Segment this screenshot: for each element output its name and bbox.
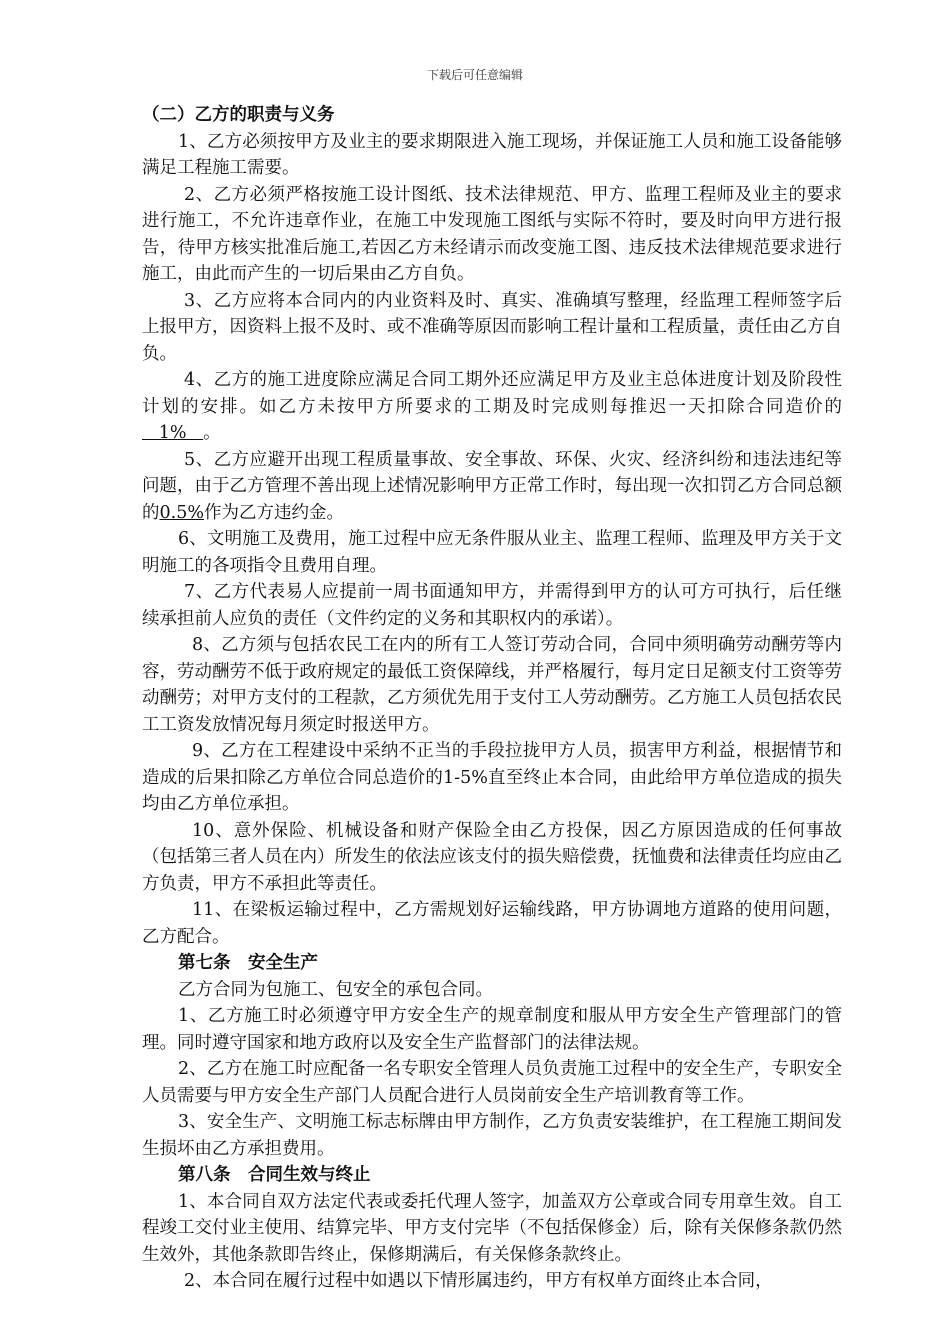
document-body: [142, 102, 842, 1295]
clause-b1: 1、乙方必须按甲方及业主的要求期限进入施工现场，并保证施工人员和施工设备能够满足工程施工需要。: [142, 131, 842, 178]
clause-b5-rate: 0.5%: [159, 502, 204, 523]
clause-b10: 10、意外保险、机械设备和财产保险全由乙方投保，因乙方原因造成的任何事故（包括第三者人员在内）所发生的依法应该支付的损失赔偿费，抚恤费和法律责任均应由乙方负责，甲方不承担此等责任。: [142, 820, 842, 894]
clause-b4-end: 。: [203, 423, 221, 443]
article-8-clause-2: 2、本合同在履行过程中如遇以下情形属违约，甲方有权单方面终止本合同，: [184, 1271, 773, 1291]
clause-b8: 8、乙方须与包括农民工在内的所有工人签订劳动合同，合同中须明确劳动酬劳等内容，劳动酬劳不低于政府规定的最低工资保障线，并严格履行，每月定日足额支付工资等劳动酬劳；对甲方支付的工程款，乙方须优先用于支付工人劳动酬劳。乙方施工人员包括农民工工资发放情况每月须定时报送甲方。: [142, 635, 842, 735]
clause-b5: [142, 447, 842, 527]
section-heading-party-b-duties: （二）乙方的职责与义务: [142, 105, 335, 125]
clause-b9: 9、乙方在工程建设中采纳不正当的手段拉拢甲方人员，损害甲方利益，根据情节和造成的后果扣除乙方单位合同总造价的1-5%直至终止本合同，由此给甲方单位造成的损失均由乙方单位承担。: [142, 741, 842, 814]
page-header: 下载后可任意编辑: [426, 68, 523, 82]
article-7-intro: 乙方合同为包施工、包安全的承包合同。: [178, 979, 493, 1000]
article-7-clause-2: 2、乙方在施工时应配备一名专职安全管理人员负责施工过程中的安全生产，专职安全人员需要与甲方安全生产部门人员配合进行人员岗前安全生产培训教育等工作。: [142, 1059, 842, 1106]
clause-b11: 11、在梁板运输过程中，乙方需规划好运输线路，甲方协调地方道路的使用问题，乙方配合。: [142, 900, 842, 947]
article-7-heading: 第七条 安全生产: [178, 953, 318, 973]
clause-b5-text: 5、乙方应避开出现工程质量事故、安全事故、环保、火灾、经济纠纷和违法违纪等问题，由于乙方管理不善出现上述情况影响甲方正常工作时，每出现一次扣罚乙方合同总额的: [142, 449, 842, 523]
clause-b6: 6、文明施工及费用，施工过程中应无条件服从业主、监理工程师、监理及甲方关于文明施工的各项指令且费用自理。: [142, 529, 842, 576]
article-8-heading: 第八条 合同生效与终止: [178, 1165, 371, 1185]
article-7-clause-1: 1、乙方施工时必须遵守甲方安全生产的规章制度和服从甲方安全生产管理部门的管理。同时遵守国家和地方政府以及安全生产监督部门的法律法规。: [142, 1006, 842, 1053]
article-8-clause-1: 1、本合同自双方法定代表或委托代理人签字，加盖双方公章或合同专用章生效。自工程竣工交付业主使用、结算完毕、甲方支付完毕（不包括保修金）后，除有关保修条款仍然生效外，其他条款即告终止，保修期满后，有关保修条款终止。: [142, 1191, 842, 1265]
clause-b7: 7、乙方代表易人应提前一周书面通知甲方，并需得到甲方的认可方可执行，后任继续承担前人应负的责任（文件约定的义务和其职权内的承诺）。: [142, 582, 842, 629]
clause-b4-rate: 1%: [142, 423, 204, 443]
clause-b5-end: 作为乙方违约金。: [203, 502, 344, 523]
clause-b3: 3、乙方应将本合同内的内业资料及时、真实、准确填写整理，经监理工程师签字后上报甲方，因资料上报不及时、或不准确等原因而影响工程计量和工程质量，责任由乙方自负。: [142, 290, 842, 364]
article-7-clause-3: 3、安全生产、文明施工标志标牌由甲方制作，乙方负责安装维护，在工程施工期间发生损坏由乙方承担费用。: [142, 1112, 842, 1159]
clause-b4-text: 4、乙方的施工进度除应满足合同工期外还应满足甲方及业主总体进度计划及阶段性计划的安排。如乙方未按甲方所要求的工期及时完成则每推迟一天扣除合同造价的: [142, 370, 842, 417]
clause-b2: 2、乙方必须严格按施工设计图纸、技术法律规范、甲方、监理工程师及业主的要求进行施工，不允许违章作业，在施工中发现施工图纸与实际不符时，要及时向甲方进行报告，待甲方核实批准后施工,若因乙方未经请示而改变施工图、违反技术法律规范要求进行施工，由此而产生的一切后果由乙方自负。: [142, 184, 842, 284]
clause-b4: [142, 367, 842, 447]
